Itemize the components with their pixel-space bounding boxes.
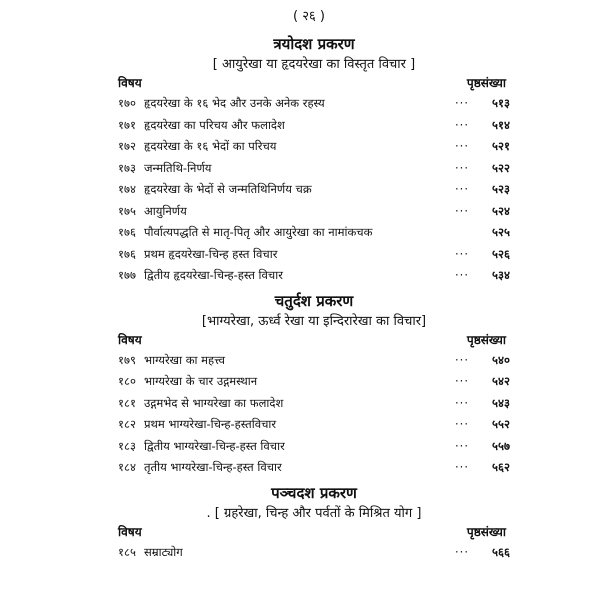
contents-entry [118, 542, 510, 564]
entry-number: १८० [118, 374, 136, 388]
leader-dots: ··· [455, 139, 469, 153]
chapter-section [118, 483, 510, 564]
entry-title: द्वितीय भाग्यरेखा-चिन्ह-हस्त विचार [144, 438, 285, 453]
entry-page: ५४० [492, 352, 510, 367]
contents-entry [118, 158, 510, 180]
page-column-label: पृष्ठसंख्या [466, 76, 506, 90]
subject-column-label: विषय [118, 76, 142, 90]
entry-page: ५४३ [492, 395, 510, 410]
contents-list [118, 34, 510, 563]
entry-number: १८१ [118, 395, 136, 410]
entry-title: जन्मतिथि-निर्णय [144, 160, 212, 175]
contents-entry [118, 350, 510, 372]
entry-number: १७३ [118, 160, 136, 175]
leader-dots: ··· [455, 96, 469, 110]
contents-entry [118, 414, 510, 436]
leader-dots: ··· [455, 438, 469, 453]
entry-title: हृदयरेखा के १६ भेद और उनके अनेक रहस्य [144, 96, 325, 110]
entry-number: १८४ [118, 460, 136, 474]
entry-number: १७६ [118, 246, 136, 261]
contents-entry [118, 93, 510, 115]
leader-dots: ··· [455, 160, 469, 175]
leader-dots: ··· [455, 117, 469, 132]
entry-title: तृतीय भाग्यरेखा-चिन्ह-हस्त विचार [144, 460, 282, 474]
entry-page: ५२१ [492, 139, 510, 153]
entry-title: पौर्वात्यपद्धति से मातृ-पितृ और आयुरेखा का नामांकचक [144, 225, 373, 239]
chapter-title: चतुर्दश प्रकरण [274, 291, 354, 310]
contents-entry [118, 244, 510, 266]
leader-dots: ··· [455, 544, 469, 559]
contents-entry [118, 371, 510, 393]
leader-dots: ··· [455, 182, 469, 196]
contents-entry [118, 201, 510, 223]
entry-page: ५२२ [492, 160, 510, 175]
entry-title: द्वितीय हृदयरेखा-चिन्ह-हस्त विचार [144, 268, 283, 282]
entry-number: १७२ [118, 139, 136, 153]
entry-number: १७४ [118, 182, 136, 196]
entry-page: ५६६ [492, 544, 510, 559]
entry-number: १७६ [118, 225, 136, 239]
entry-page: ५१३ [492, 96, 510, 110]
chapter-section [118, 34, 510, 287]
contents-entry [118, 115, 510, 137]
entry-page: ५१४ [492, 117, 510, 132]
entry-number: १७० [118, 96, 136, 110]
entry-title: आयुनिर्णय [144, 203, 187, 218]
entry-title: हृदयरेखा का परिचय और फलादेश [144, 117, 285, 132]
leader-dots: ··· [455, 352, 469, 367]
entry-number: १८२ [118, 417, 136, 431]
entry-page: ५२४ [492, 203, 510, 218]
contents-entry [118, 265, 510, 287]
entry-page: ५६२ [492, 460, 510, 474]
leader-dots: ··· [455, 460, 469, 474]
leader-dots: ··· [455, 203, 469, 218]
entry-number: १८५ [118, 544, 136, 559]
entry-title: भाग्यरेखा के चार उद्गमस्थान [144, 374, 258, 388]
entry-number: १७९ [118, 352, 136, 367]
entry-page: ५२३ [492, 182, 510, 196]
page-column-label: पृष्ठसंख्या [466, 332, 506, 347]
leader-dots: ··· [455, 268, 469, 282]
entry-title: सम्राट्योग [144, 544, 183, 559]
entry-number: १७५ [118, 203, 136, 218]
entry-title: भाग्यरेखा का महत्त्व [144, 352, 225, 367]
entry-page: ५२६ [492, 246, 510, 261]
chapter-section [118, 291, 510, 479]
chapter-subtitle: [भाग्यरेखा, ऊर्ध्व रेखा या इन्दिरारेखा का विचार] [201, 313, 427, 329]
leader-dots: ··· [455, 374, 469, 388]
chapter-title: पञ्चदश प्रकरण [271, 483, 357, 502]
entry-number: १७१ [118, 117, 136, 132]
page-number: ( २६ ) [293, 9, 325, 24]
entry-page: ५४२ [492, 374, 510, 388]
contents-entry [118, 222, 510, 244]
entry-page: ५३४ [492, 268, 510, 282]
chapter-title: त्रयोदश प्रकरण [273, 35, 355, 53]
entry-title: प्रथम हृदयरेखा-चिन्ह हस्त विचार [144, 246, 278, 261]
leader-dots: ··· [455, 395, 469, 410]
column-header [118, 525, 510, 540]
entry-title: हृदयरेखा के १६ भेदों का परिचय [144, 139, 277, 153]
contents-entry [118, 457, 510, 479]
subject-column-label: विषय [118, 524, 142, 539]
entry-title: उद्गमभेद से भाग्यरेखा का फलादेश [144, 395, 284, 410]
entry-title: प्रथम भाग्यरेखा-चिन्ह-हस्तविचार [144, 417, 277, 431]
leader-dots: ··· [455, 246, 469, 261]
entry-number: १७७ [118, 268, 136, 282]
leader-dots: ··· [455, 417, 469, 431]
entry-page: ५५७ [492, 438, 510, 453]
contents-entry [118, 436, 510, 458]
chapter-subtitle: . [ ग्रहरेखा, चिन्ह और पर्वतों के मिश्रित योग ] [206, 505, 422, 521]
subject-column-label: विषय [118, 332, 142, 347]
contents-entry [118, 179, 510, 201]
column-header [118, 76, 510, 91]
entry-page: ५२५ [492, 225, 510, 239]
entry-page: ५५२ [492, 417, 510, 431]
page-column-label: पृष्ठसंख्या [466, 524, 506, 539]
contents-entry [118, 136, 510, 158]
contents-entry [118, 393, 510, 415]
entry-title: हृदयरेखा के भेदों से जन्मतिथिनिर्णय चक्र [144, 182, 312, 196]
column-header [118, 333, 510, 348]
chapter-subtitle: [ आयुरेखा या हृदयरेखा का विस्तृत विचार ] [212, 57, 416, 72]
entry-number: १८३ [118, 438, 136, 453]
